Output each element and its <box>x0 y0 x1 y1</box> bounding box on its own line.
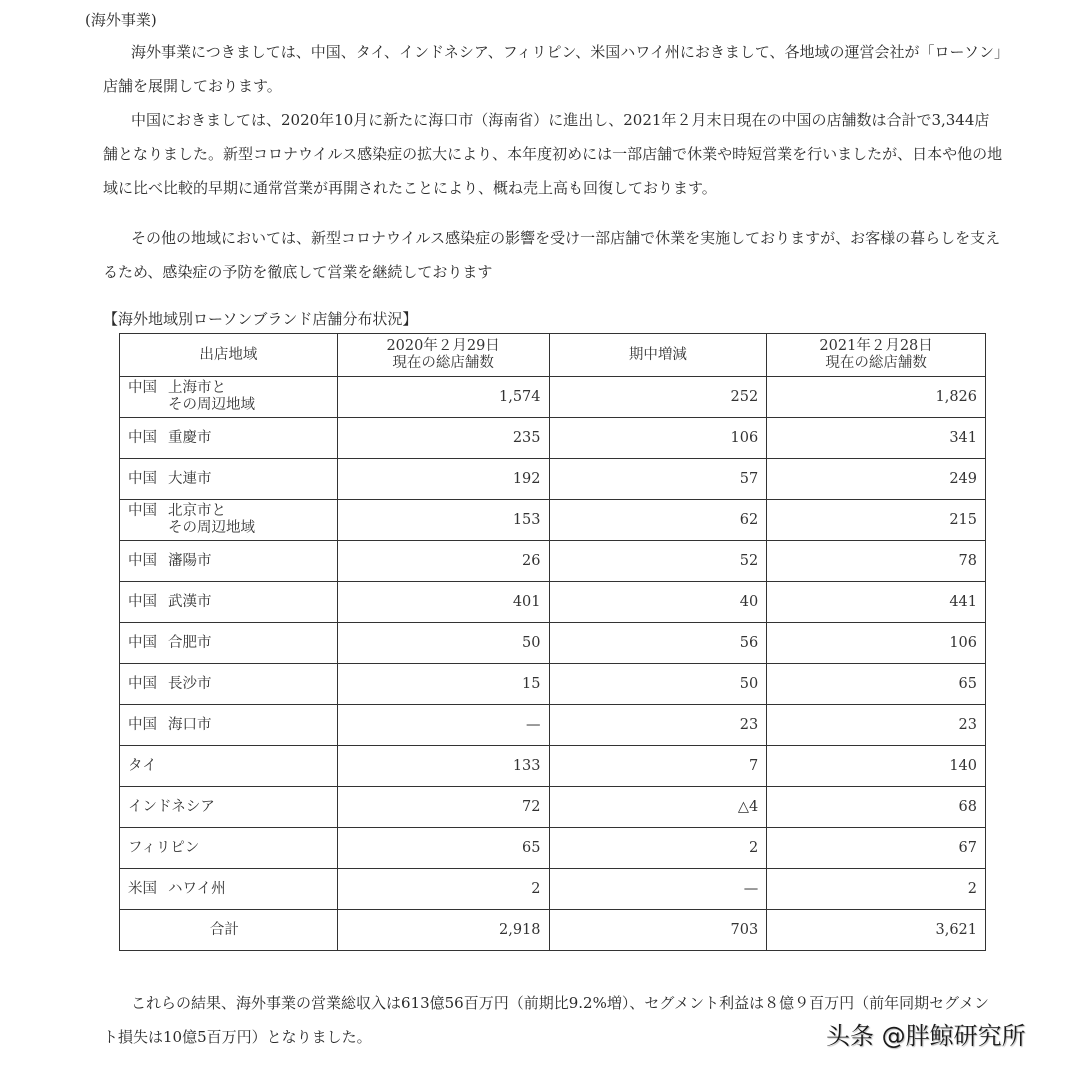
paragraph-conclusion: これらの結果、海外事業の営業総収入は613億56百万円（前期比9.2%増）、セグメント利益は８億９百万円（前年同期セグメント損失は10億5百万円）となりました。 <box>103 994 990 1046</box>
cell-region <box>120 541 338 582</box>
cell-region <box>120 746 338 787</box>
cell-end-count: 67 <box>767 828 986 869</box>
cell-city <box>168 676 212 693</box>
cell-end-count: 78 <box>767 541 986 582</box>
header-end-count <box>767 334 986 377</box>
cell-city <box>168 881 226 898</box>
table-row <box>120 418 986 459</box>
cell-country: 中国 <box>128 429 157 446</box>
cell-country: インドネシア <box>128 798 215 815</box>
table-row <box>120 746 986 787</box>
watermark: 头条 @胖鲸研究所 <box>826 1022 1026 1050</box>
cell-city <box>168 471 212 488</box>
table-row <box>120 500 986 541</box>
cell-region <box>120 869 338 910</box>
cell-region <box>120 500 338 541</box>
header-change: 期中増減 <box>549 334 767 377</box>
cell-end-count: 106 <box>767 623 986 664</box>
cell-region <box>120 582 338 623</box>
total-change: 703 <box>549 910 767 951</box>
cell-region <box>120 377 338 418</box>
cell-city-line1: 重慶市 <box>168 429 212 446</box>
cell-city-line2: その周辺地域 <box>168 397 255 413</box>
cell-country: 中国 <box>128 470 157 487</box>
cell-end-count: 1,826 <box>767 377 986 418</box>
table-caption: 【海外地域別ローソンブランド店舗分布状況】 <box>103 310 418 328</box>
cell-end-count: 2 <box>767 869 986 910</box>
table-row <box>120 705 986 746</box>
table-row <box>120 582 986 623</box>
table-row <box>120 623 986 664</box>
cell-region <box>120 459 338 500</box>
cell-region <box>120 705 338 746</box>
table-row <box>120 869 986 910</box>
cell-change: 40 <box>549 582 767 623</box>
cell-country: 中国 <box>128 593 157 610</box>
cell-city-line1: 瀋陽市 <box>168 552 212 569</box>
cell-end-count: 68 <box>767 787 986 828</box>
cell-change: 23 <box>549 705 767 746</box>
cell-region <box>120 828 338 869</box>
cell-city-line1: 北京市と <box>168 503 226 519</box>
total-start-count: 2,918 <box>337 910 549 951</box>
total-label: 合計 <box>120 910 338 951</box>
cell-change: 7 <box>549 746 767 787</box>
cell-start-count: 65 <box>337 828 549 869</box>
cell-end-count: 65 <box>767 664 986 705</box>
cell-city-line1: 合肥市 <box>168 634 212 651</box>
table-row <box>120 787 986 828</box>
header-start-count <box>337 334 549 377</box>
cell-city-line1: 上海市と <box>168 380 226 396</box>
store-distribution-table <box>119 333 986 951</box>
cell-change: △4 <box>549 787 767 828</box>
table-total-row <box>120 910 986 951</box>
cell-end-count: 441 <box>767 582 986 623</box>
cell-country: 中国 <box>128 380 157 396</box>
table-row <box>120 664 986 705</box>
cell-region <box>120 418 338 459</box>
cell-city-line1: 大連市 <box>168 470 212 487</box>
cell-change: 57 <box>549 459 767 500</box>
cell-start-count: 50 <box>337 623 549 664</box>
table-row <box>120 541 986 582</box>
cell-start-count: 2 <box>337 869 549 910</box>
table-header-row <box>120 334 986 377</box>
cell-end-count: 23 <box>767 705 986 746</box>
cell-country: 中国 <box>128 675 157 692</box>
cell-country: タイ <box>128 757 157 774</box>
cell-country: フィリピン <box>128 839 200 856</box>
cell-city <box>168 594 212 611</box>
cell-country: 中国 <box>128 552 157 569</box>
cell-change: 56 <box>549 623 767 664</box>
cell-change: 62 <box>549 500 767 541</box>
cell-region <box>120 787 338 828</box>
section-heading: (海外事業) <box>85 11 157 29</box>
cell-change: 252 <box>549 377 767 418</box>
cell-change: 106 <box>549 418 767 459</box>
cell-country: 中国 <box>128 634 157 651</box>
cell-city-line1: 武漢市 <box>168 593 212 610</box>
cell-country: 米国 <box>128 880 157 897</box>
header-region: 出店地域 <box>120 334 338 377</box>
table-row <box>120 377 986 418</box>
cell-city <box>168 553 212 570</box>
cell-start-count: 1,574 <box>337 377 549 418</box>
cell-city <box>168 503 255 537</box>
cell-start-count: 153 <box>337 500 549 541</box>
cell-start-count: 235 <box>337 418 549 459</box>
cell-city-line1: 海口市 <box>168 716 212 733</box>
table-row <box>120 828 986 869</box>
cell-city <box>168 380 255 414</box>
cell-start-count: 133 <box>337 746 549 787</box>
cell-end-count: 341 <box>767 418 986 459</box>
cell-country: 中国 <box>128 503 157 519</box>
cell-start-count: 26 <box>337 541 549 582</box>
cell-city <box>168 717 212 734</box>
cell-region <box>120 664 338 705</box>
cell-change: 52 <box>549 541 767 582</box>
cell-end-count: 249 <box>767 459 986 500</box>
header-start-label: 現在の総店舗数 <box>392 355 494 371</box>
paragraph-other-regions: その他の地域においては、新型コロナウイルス感染症の影響を受け一部店舗で休業を実施しておりますが、お客様の暮らしを支えるため、感染症の予防を徹底して営業を継続しております <box>103 229 1001 281</box>
cell-start-count: 401 <box>337 582 549 623</box>
cell-change: 50 <box>549 664 767 705</box>
header-start-date: 2020年２月29日 <box>386 338 500 354</box>
cell-end-count: 215 <box>767 500 986 541</box>
cell-start-count: 15 <box>337 664 549 705</box>
cell-city-line2: その周辺地域 <box>168 520 255 536</box>
table-row <box>120 459 986 500</box>
cell-start-count: 72 <box>337 787 549 828</box>
header-end-date: 2021年２月28日 <box>819 338 933 354</box>
cell-change: — <box>549 869 767 910</box>
paragraph-overview: 海外事業につきましては、中国、タイ、インドネシア、フィリピン、米国ハワイ州におきまして、各地域の運営会社が「ローソン」店舗を展開しております。 <box>103 43 1002 95</box>
cell-change: 2 <box>549 828 767 869</box>
cell-city <box>168 430 212 447</box>
cell-country: 中国 <box>128 716 157 733</box>
cell-city <box>168 635 212 652</box>
cell-city-line1: 長沙市 <box>168 675 212 692</box>
paragraph-china: 中国におきましては、2020年10月に新たに海口市（海南省）に進出し、2021年２月末日現在の中国の店舗数は合計で3,344店舗となりました。新型コロナウイルス感染症の拡大により、本年度初めには一部店舗で休業や時短営業を行いましたが、日本や他の地域に比べ比較的早期に通常営業が再開されたことにより、概ね売上高も回復しております。 <box>103 111 1003 197</box>
cell-end-count: 140 <box>767 746 986 787</box>
cell-start-count: — <box>337 705 549 746</box>
header-end-label: 現在の総店舗数 <box>825 355 927 371</box>
total-end-count: 3,621 <box>767 910 986 951</box>
cell-start-count: 192 <box>337 459 549 500</box>
cell-city-line1: ハワイ州 <box>168 880 226 897</box>
cell-region <box>120 623 338 664</box>
